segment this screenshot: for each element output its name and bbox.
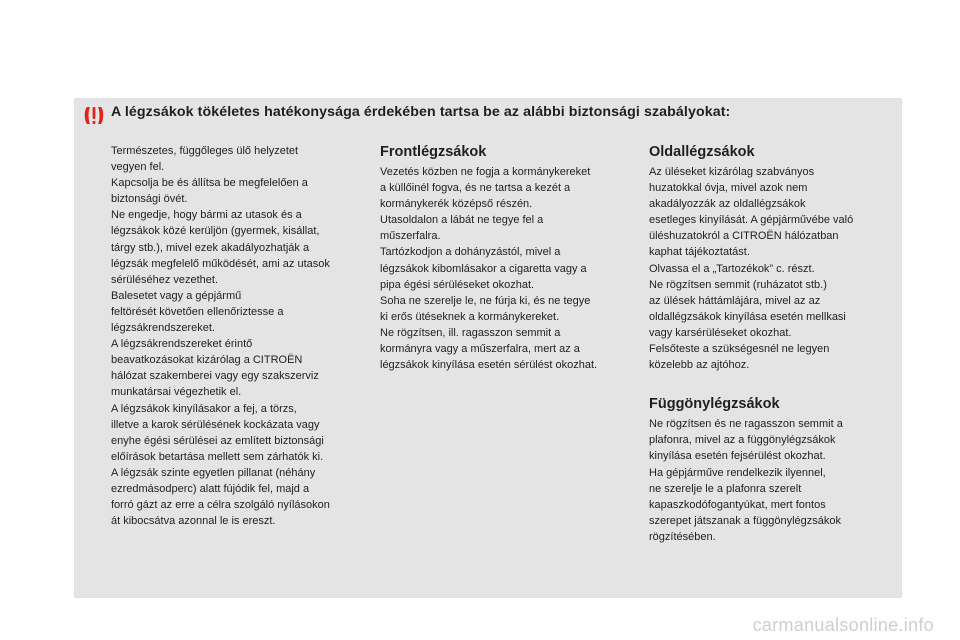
side-airbags-line: vagy karsérüléseket okozhat.: [649, 326, 792, 339]
frontal-airbags-line: ki erős ütéseknek a kormánykereket.: [380, 310, 560, 323]
general-rules-line: át kibocsátva azonnal le is ereszt.: [111, 515, 276, 528]
side-airbags-line: az ülések háttámlájára, mivel az az: [649, 294, 821, 307]
side-airbags-line: akadályozzák az oldallégzsákok: [649, 198, 806, 211]
general-rules-line: légzsákok közé kerüljön (gyermek, kisállat,: [111, 225, 320, 238]
frontal-airbags-line: Vezetés közben ne fogja a kormánykereket: [380, 166, 591, 178]
side-airbags-line: üléshuzatokról a CITROËN hálózatban: [649, 230, 839, 243]
general-rules-line: enyhe égési sérülései az említett biztonsági: [111, 434, 324, 447]
side-airbags-line: esetleges kinyílását. A gépjárművébe való: [649, 214, 854, 227]
warning-icon: [82, 104, 106, 128]
side-airbags-line: kaphat tájékoztatást.: [649, 246, 750, 259]
frontal-airbags-line: a küllőinél fogva, és ne tartsa a kezét a: [380, 182, 571, 195]
general-rules-line: vegyen fel.: [111, 161, 165, 174]
frontal-airbags-line: Utasoldalon a lábát ne tegye fel a: [380, 214, 544, 227]
side-airbags-line: huzatokkal óvja, mivel azok nem: [649, 182, 808, 195]
side-airbags-line: oldallégzsákok kinyílása esetén mellkasi: [649, 310, 846, 323]
side-airbags-title: Oldallégzsákok: [649, 144, 755, 160]
frontal-airbags-line: kormányra vagy a műszerfalra, mert az a: [380, 343, 580, 356]
general-rules-line: feltörését követően ellenőriztesse a: [111, 305, 284, 318]
curtain-airbags-title: Függönylégzsákok: [649, 396, 780, 413]
page-title: A légzsákok tökéletes hatékonysága érdekében tartsa be az alábbi biztonsági szabályokat:: [111, 104, 731, 120]
watermark: carmanualsonline.info: [752, 615, 934, 635]
frontal-airbags-title: Frontlégzsákok: [380, 144, 487, 160]
general-rules-line: Ne engedje, hogy bármi az utasok és a: [111, 209, 302, 222]
general-rules-line: Kapcsolja be és állítsa be megfelelően a: [111, 177, 308, 190]
frontal-airbags-line: Tartózkodjon a dohányzástól, mivel a: [380, 246, 561, 259]
side-airbags-line: Felsőteste a szükségesnél ne legyen: [649, 343, 830, 356]
side-airbags-line: Az üléseket kizárólag szabványos: [649, 166, 815, 178]
general-rules-line: ezredmásodperc) alatt fújódik fel, majd a: [111, 482, 310, 495]
frontal-airbags-line: légzsákok kibomlásakor a cigaretta vagy a: [380, 262, 587, 275]
frontal-airbags-line: légzsákok kinyílása esetén sérülést okozhat.: [380, 359, 598, 372]
general-rules-line: előírások betartása mellett sem zárhatók ki.: [111, 450, 324, 463]
side-airbags-section: [649, 143, 899, 545]
general-rules-line: sérüléséhez vezethet.: [111, 273, 219, 286]
general-rules-line: beavatkozásokat kizárólag a CITROËN: [111, 354, 303, 367]
general-rules-line: A légzsákrendszereket érintő: [111, 338, 253, 351]
general-rules-line: hálózat szakemberei vagy egy szakszerviz: [111, 370, 319, 383]
curtain-airbags-line: kapaszkodófogantyúkat, mert fontos: [649, 498, 826, 511]
general-rules-line: munkatársai végezhetik el.: [111, 386, 242, 399]
general-rules-line: Természetes, függőleges ülő helyzetet: [111, 145, 299, 157]
general-rules-line: A légzsákok kinyílásakor a fej, a törzs,: [111, 402, 297, 415]
side-airbags-line: Ne rögzítsen semmit (ruházatot stb.): [649, 278, 827, 291]
general-rules-line: illetve a karok sérülésének kockázata vagy: [111, 418, 320, 431]
frontal-airbags-section: [380, 143, 630, 373]
general-rules-line: A légzsák szinte egyetlen pillanat (néhány: [111, 466, 316, 479]
curtain-airbags-line: kinyílása esetén fejsérülést okozhat.: [649, 450, 826, 463]
frontal-airbags-line: kormánykerék középső részén.: [380, 198, 533, 211]
general-rules-line: Balesetet vagy a gépjármű: [111, 289, 242, 302]
general-rules-line: forró gázt az erre a célra szolgáló nyílásokon: [111, 499, 330, 512]
general-rules-column: [111, 143, 371, 529]
frontal-airbags-line: Soha ne szerelje le, ne fúrja ki, és ne tegye: [380, 294, 591, 307]
frontal-airbags-line: Ne rögzítsen, ill. ragasszon semmit a: [380, 326, 561, 339]
frontal-airbags-line: műszerfalra.: [380, 230, 441, 243]
curtain-airbags-line: rögzítésében.: [649, 530, 716, 543]
general-rules-line: tárgy stb.), mivel ezek akadályozhatják a: [111, 241, 310, 254]
side-airbags-line: közelebb az ajtóhoz.: [649, 359, 750, 372]
general-rules-line: légzsák megfelelő működését, ami az utasok: [111, 257, 330, 270]
curtain-airbags-line: Ha gépjárműve rendelkezik ilyennel,: [649, 466, 826, 479]
curtain-airbags-line: Ne rögzítsen és ne ragasszon semmit a: [649, 418, 843, 431]
side-airbags-line: Olvassa el a „Tartozékok” c. részt.: [649, 262, 815, 275]
curtain-airbags-line: plafonra, mivel az a függönylégzsákok: [649, 434, 836, 447]
curtain-airbags-line: szerepet játszanak a függönylégzsákok: [649, 514, 842, 527]
curtain-airbags-line: ne szerelje le a plafonra szerelt: [649, 482, 802, 495]
frontal-airbags-line: pipa égési sérüléseket okozhat.: [380, 278, 535, 291]
general-rules-line: légzsákrendszereket.: [111, 322, 215, 335]
general-rules-line: biztonsági övét.: [111, 193, 188, 206]
